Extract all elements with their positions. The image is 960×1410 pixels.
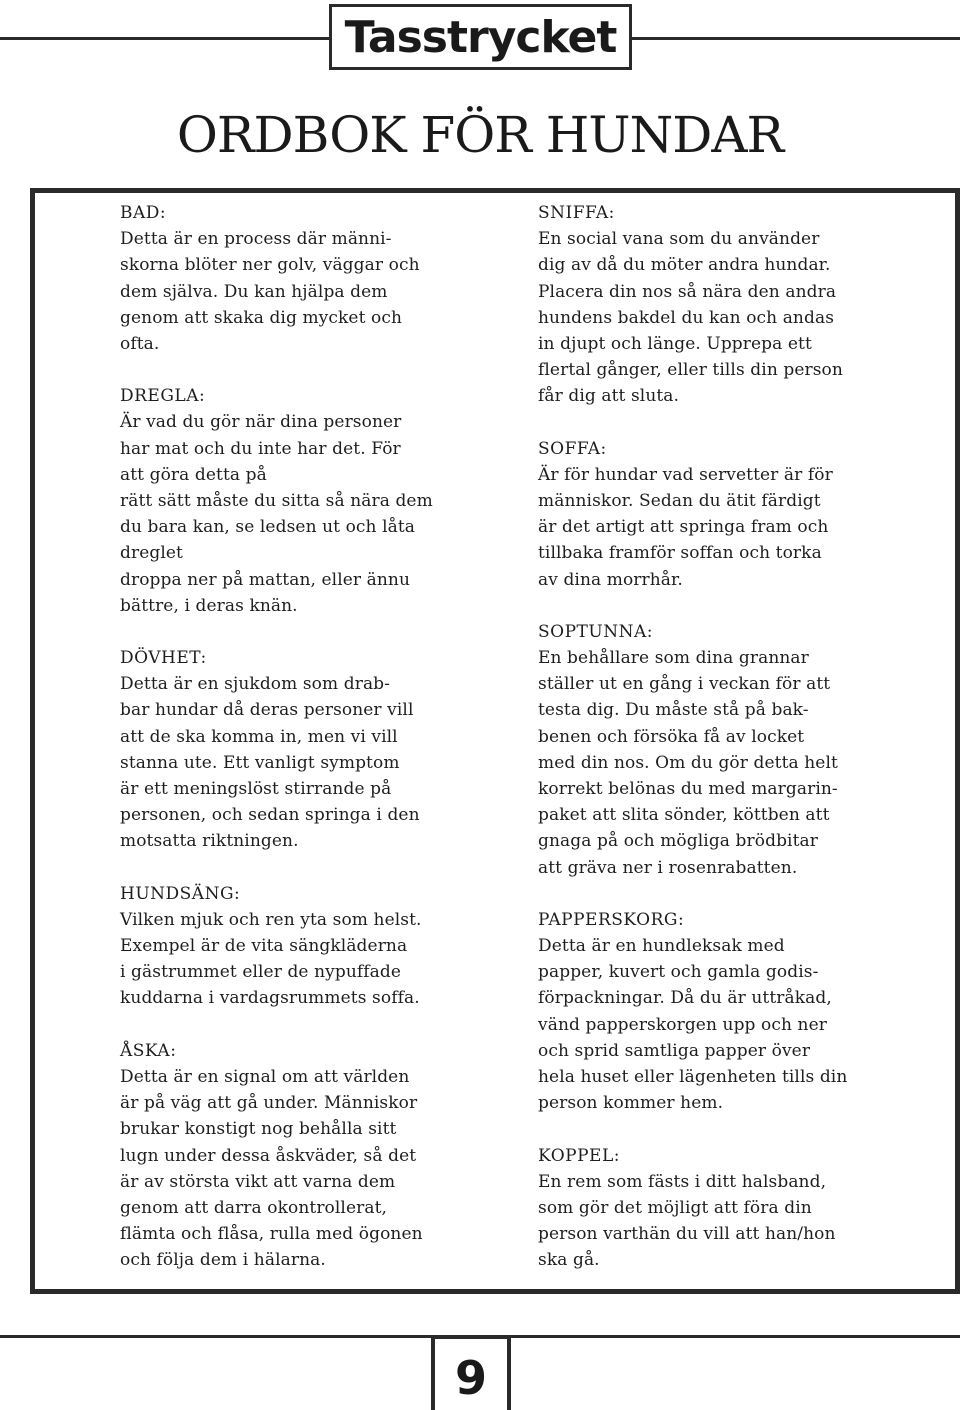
entry-term: HUNDSÄNG:	[120, 883, 241, 904]
entry-term: KOPPEL:	[538, 1145, 620, 1166]
entry-term: DREGLA:	[120, 386, 206, 407]
entry-text: Detta är en signal om att världen är på väg att gå under. Människor brukar konstigt nog behålla sitt lugn under dessa åskväder, så det är av största vikt att varna dem genom att darra okontrollerat, flämta och flåsa, rulla med ögonen och följa dem i hälarna.	[120, 1066, 423, 1271]
entry-term: SOPTUNNA:	[538, 621, 653, 642]
entry-text: En behållare som dina grannar ställer ut en gång i veckan för att testa dig. Du måste stå på bak- benen och försöka få av locket med din nos. Om du gör detta helt korrekt belönas du med margarin- paket att slita sönder, köttben att gnaga på och mögliga brödbitar att gräva ner i rosenrabatten.	[538, 648, 838, 878]
entry-aska	[120, 1038, 465, 1274]
entry-dregla	[120, 383, 465, 619]
entry-papperskorg	[538, 907, 868, 1117]
entry-soptunna	[538, 619, 868, 881]
left-column	[120, 200, 465, 1300]
entry-text: Detta är en hundleksak med papper, kuvert och gamla godis- förpackningar. Då du är uttråkad, vänd papperskorgen upp och ner och sprid samtliga papper över hela huset eller lägenheten tills din person kommer hem.	[538, 936, 848, 1114]
entry-dovhet	[120, 645, 465, 855]
entry-term: BAD:	[120, 203, 167, 223]
page-number: 9	[454, 1350, 487, 1405]
entry-text: Vilken mjuk och ren yta som helst. Exempel är de vita sängkläderna i gästrummet eller de nypuffade kuddarna i vardagsrummets soffa.	[120, 909, 422, 1009]
entry-text: En rem som fästs i ditt halsband, som gör det möjligt att föra din person varthän du vill att han/hon ska gå.	[538, 1171, 836, 1271]
entry-text: En social vana som du använder dig av då du möter andra hundar. Placera din nos så nära den andra hundens bakdel du kan och andas in djupt och länge. Upprepa ett flertal gånger, eller tills din person får dig att sluta.	[538, 229, 843, 407]
masthead-box	[329, 4, 632, 70]
entry-hundsang	[120, 881, 465, 1012]
entry-text: Detta är en sjukdom som drab- bar hundar då deras personer vill att de ska komma in, men vi vill stanna ute. Ett vanligt symptom är ett meningslöst stirrande på personen, och sedan springa i den motsatta riktningen.	[120, 674, 420, 852]
header-rule-right	[631, 37, 960, 40]
page-title: ORDBOK FÖR HUNDAR	[176, 106, 784, 164]
entry-term: PAPPERSKORG:	[538, 909, 685, 930]
entry-bad	[120, 200, 465, 357]
header-rule-left	[0, 37, 330, 40]
footer-rule-right	[510, 1335, 960, 1338]
masthead-title: Tasstrycket	[344, 11, 617, 63]
entry-term: SOFFA:	[538, 438, 607, 459]
entry-term: DÖVHET:	[120, 648, 207, 669]
entry-koppel	[538, 1143, 868, 1274]
right-column	[538, 200, 868, 1300]
entry-text: Är för hundar vad servetter är för människor. Sedan du ätit färdigt är det artigt att springa fram och tillbaka framför soffan och torka av dina morrhår.	[538, 464, 833, 590]
entry-sniffa	[538, 200, 868, 410]
page-number-box	[431, 1335, 511, 1410]
entry-soffa	[538, 436, 868, 593]
entry-term: SNIFFA:	[538, 203, 615, 223]
footer-rule-left	[0, 1335, 432, 1338]
entry-text: Detta är en process där männi- skorna blöter ner golv, väggar och dem själva. Du kan hjälpa dem genom att skaka dig mycket och ofta.	[120, 229, 420, 355]
entry-text: Är vad du gör när dina personer har mat och du inte har det. För att göra detta på rätt sätt måste du sitta så nära dem du bara kan, se ledsen ut och låta dreglet droppa ner på mattan, eller ännu bättre, i deras knän.	[120, 412, 433, 616]
entry-term: ÅSKA:	[120, 1040, 177, 1061]
